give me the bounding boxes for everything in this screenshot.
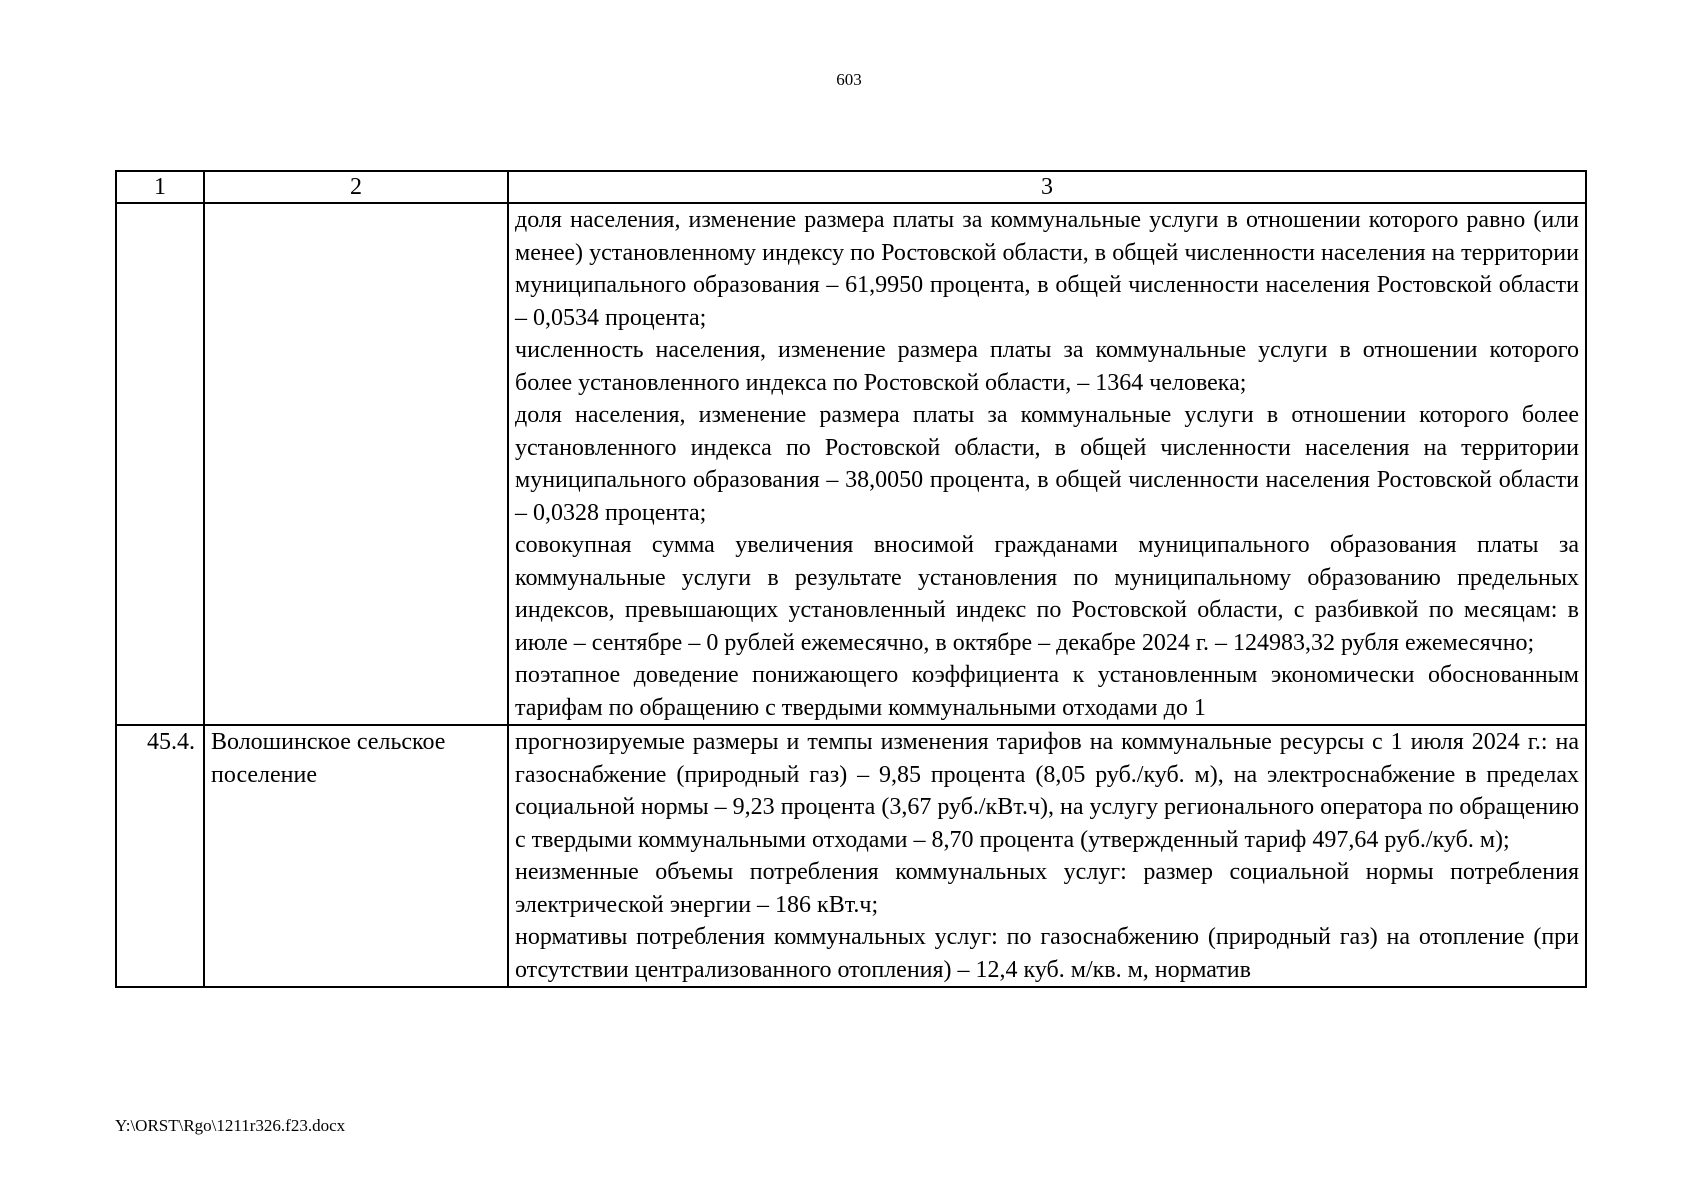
settlement-name-cell: [204, 203, 508, 725]
column-header-1: 1: [116, 171, 204, 203]
paragraph: неизменные объемы потребления коммунальных услуг: размер социальной нормы потребления электрической энергии – 186 кВт.ч;: [515, 859, 1579, 918]
column-header-3: 3: [508, 171, 1586, 203]
row-number-cell: 45.4.: [116, 725, 204, 987]
row-number-cell: [116, 203, 204, 725]
column-header-2: 2: [204, 171, 508, 203]
table-row: [116, 203, 1586, 725]
paragraph: прогнозируемые размеры и темпы изменения тарифов на коммунальные ресурсы с 1 июля 2024 г.: на газоснабжение (природный газ) – 9,85 процента (8,05 руб./куб. м), на электроснабжение в пределах социальной нормы – 9,23 процента (3,67 руб./кВт.ч), на услугу регионального оператора по обращению с твердыми коммунальными отходами – 8,70 процента (утвержденный тариф 497,64 руб./куб. м);: [515, 729, 1579, 853]
paragraph: нормативы потребления коммунальных услуг: по газоснабжению (природный газ) на отопление (при отсутствии централизованного отопления) – 12,4 куб. м/кв. м, норматив: [515, 924, 1579, 983]
paragraph: поэтапное доведение понижающего коэффициента к установленным экономически обоснованным тарифам по обращению с твердыми коммунальными отходами до 1: [515, 662, 1579, 721]
paragraph: совокупная сумма увеличения вносимой гражданами муниципального образования платы за коммунальные услуги в результате установления по муниципальному образованию предельных индексов, превышающих установленный индекс по Ростовской области, с разбивкой по месяцам: в июле – сентябре – 0 рублей ежемесячно, в октябре – декабре 2024 г. – 124983,32 рубля ежемесячно;: [515, 532, 1579, 656]
paragraph: численность населения, изменение размера платы за коммунальные услуги в отношении которого более установленного индекса по Ростовской области, – 1364 человека;: [515, 337, 1579, 396]
paragraph: доля населения, изменение размера платы за коммунальные услуги в отношении которого более установленного индекса по Ростовской области, в общей численности населения на территории муниципального образования – 38,0050 процента, в общей численности населения Ростовской области – 0,0328 процента;: [515, 402, 1579, 526]
description-cell: [508, 203, 1586, 725]
page-number: 603: [836, 70, 862, 89]
description-cell: [508, 725, 1586, 987]
table-header-row: [116, 171, 1586, 203]
settlement-name-cell: Волошинское сельское поселение: [204, 725, 508, 987]
footer-file-path: Y:\ORST\Rgo\1211r326.f23.docx: [115, 1116, 346, 1135]
document-table: [115, 170, 1587, 988]
paragraph: доля населения, изменение размера платы за коммунальные услуги в отношении которого равно (или менее) установленному индексу по Ростовской области, в общей численности населения на территории муниципального образования – 61,9950 процента, в общей численности населения Ростовской области – 0,0534 процента;: [515, 207, 1579, 331]
table-row: [116, 725, 1586, 987]
